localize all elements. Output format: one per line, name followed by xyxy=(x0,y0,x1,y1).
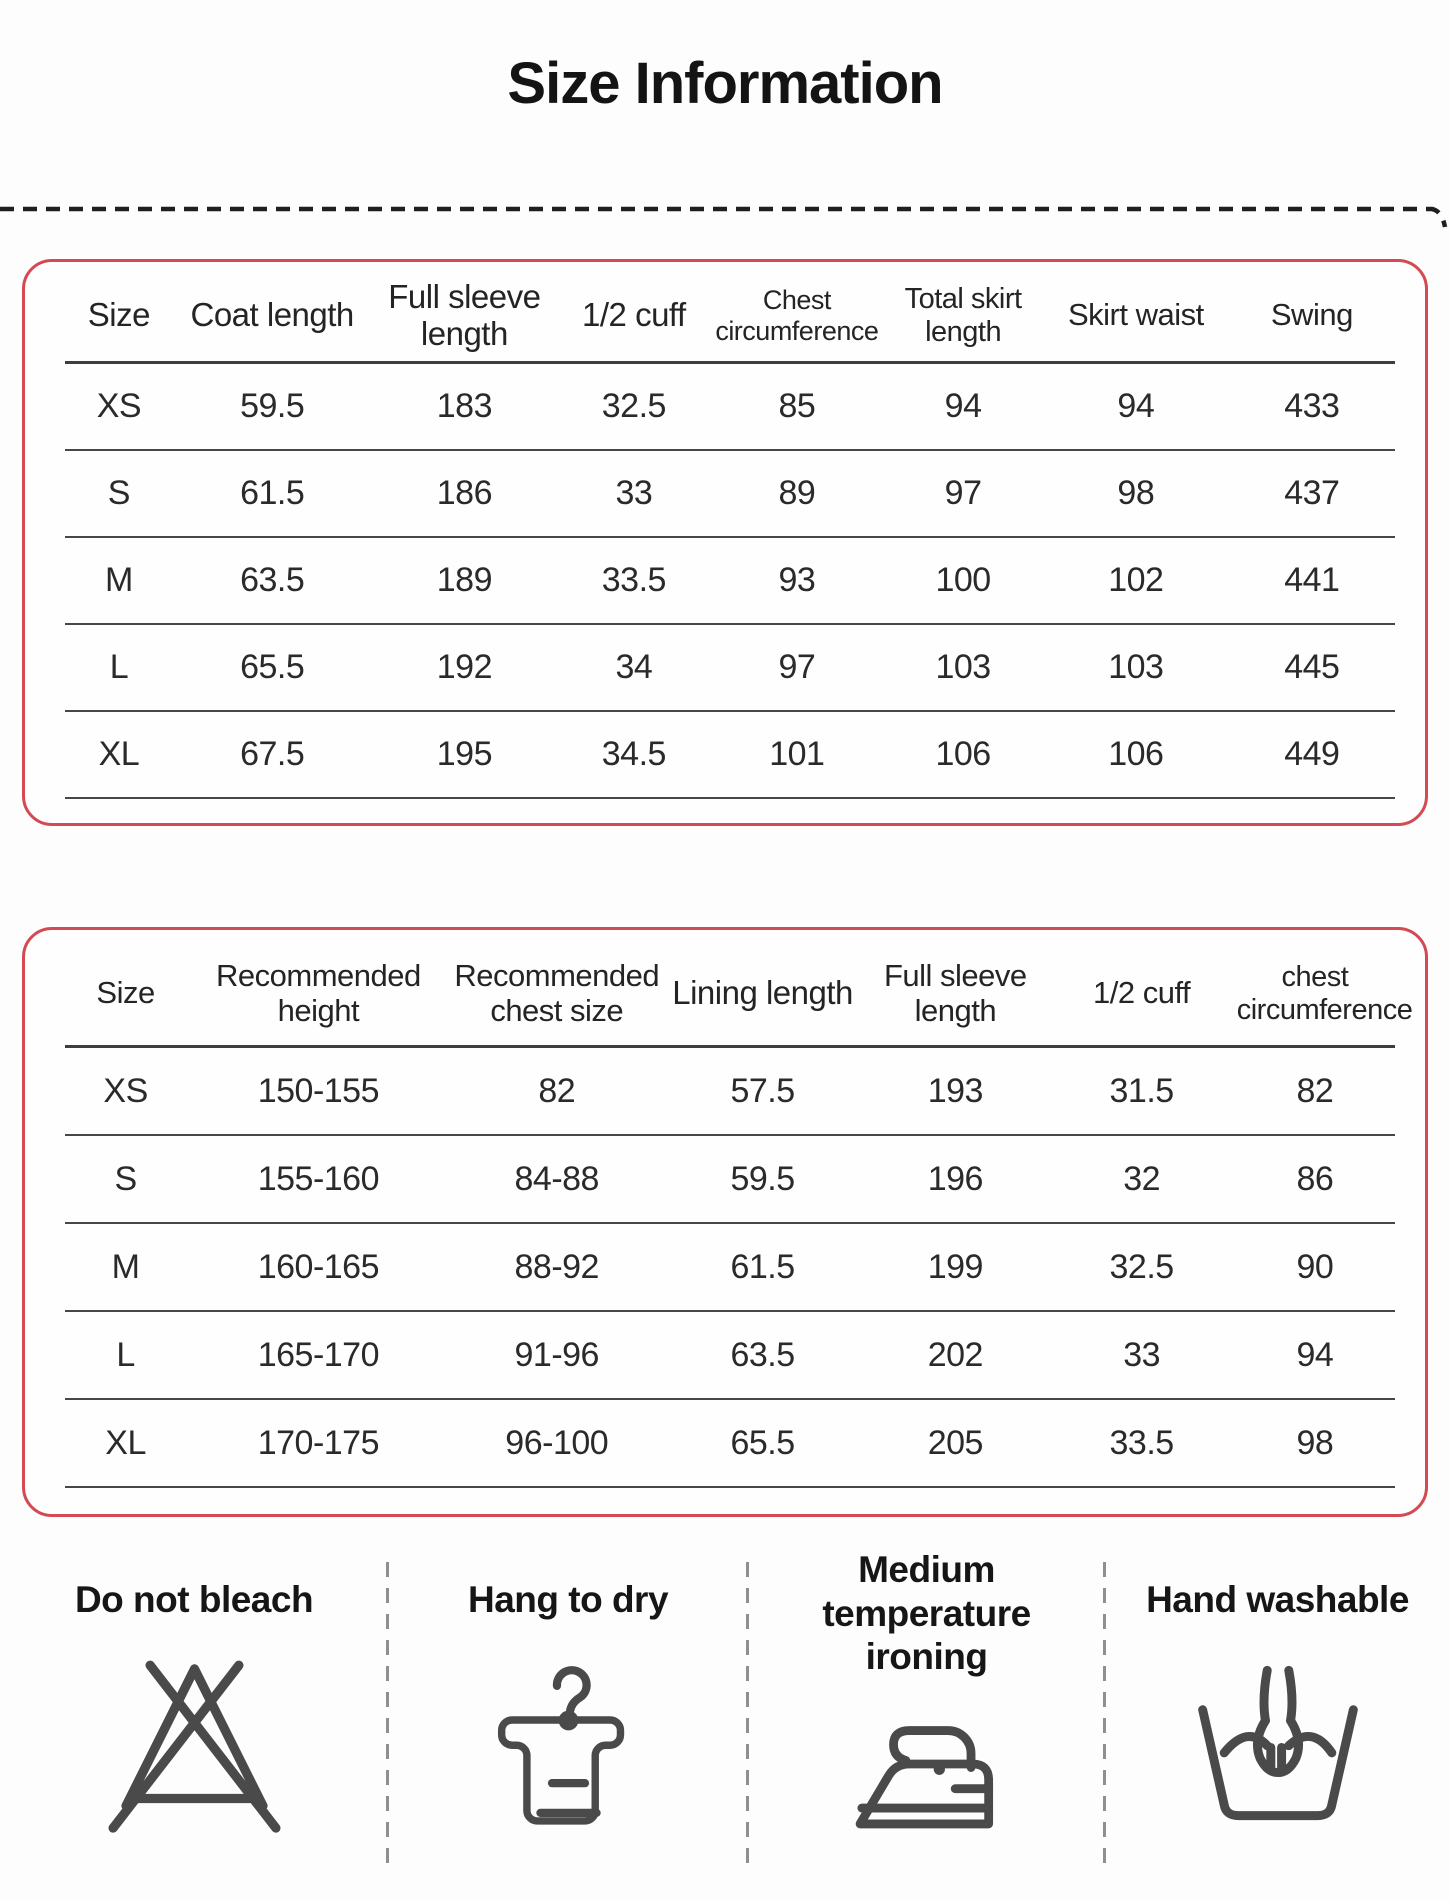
cell: 94 xyxy=(883,363,1043,451)
cell: S xyxy=(65,1135,186,1223)
cell: 98 xyxy=(1235,1399,1395,1487)
column-header: Chest circumference xyxy=(710,262,883,363)
cell: 199 xyxy=(862,1223,1048,1311)
column-header: 1/2 cuff xyxy=(1048,930,1234,1047)
cell: 98 xyxy=(1043,450,1229,537)
cell: 102 xyxy=(1043,537,1229,624)
cell: 103 xyxy=(1043,624,1229,711)
column-header: Lining length xyxy=(663,930,862,1047)
cell: 32 xyxy=(1048,1135,1234,1223)
table-row xyxy=(65,450,1395,537)
iron-icon xyxy=(748,1683,1105,1838)
header-row xyxy=(65,930,1395,1047)
header-row xyxy=(65,262,1395,363)
cell: M xyxy=(65,537,173,624)
column-header: Size xyxy=(65,262,173,363)
column-header: 1/2 cuff xyxy=(557,262,710,363)
dashed-separator xyxy=(0,0,1450,260)
cell: 445 xyxy=(1229,624,1395,711)
care-label: Hang to dry xyxy=(467,1579,669,1621)
cell: 88-92 xyxy=(451,1223,663,1311)
column-header: Full sleeve length xyxy=(372,262,558,363)
cell: 63.5 xyxy=(173,537,372,624)
cell: 82 xyxy=(1235,1047,1395,1136)
cell: 202 xyxy=(862,1311,1048,1399)
cell: 106 xyxy=(1043,711,1229,798)
care-item-hang-to-dry xyxy=(388,1548,748,1846)
care-instructions xyxy=(0,1548,1450,1893)
cell: 33 xyxy=(557,450,710,537)
table-row xyxy=(65,1047,1395,1136)
table-row xyxy=(65,1223,1395,1311)
cell: 61.5 xyxy=(663,1223,862,1311)
garment-size-table xyxy=(65,262,1395,799)
table-row xyxy=(65,624,1395,711)
cell: 205 xyxy=(862,1399,1048,1487)
cell: 89 xyxy=(710,450,883,537)
cell: 34.5 xyxy=(557,711,710,798)
cell: 170-175 xyxy=(186,1399,450,1487)
cell: 33.5 xyxy=(1048,1399,1234,1487)
cell: 192 xyxy=(372,624,558,711)
cell: 437 xyxy=(1229,450,1395,537)
cell: 441 xyxy=(1229,537,1395,624)
cell: 165-170 xyxy=(186,1311,450,1399)
cell: 32.5 xyxy=(557,363,710,451)
care-label: Hand washable xyxy=(1146,1579,1409,1621)
cell: XL xyxy=(65,711,173,798)
cell: 186 xyxy=(372,450,558,537)
page-title: Size Information xyxy=(507,51,943,116)
cell: 82 xyxy=(451,1047,663,1136)
size-table-card-fit xyxy=(22,927,1428,1517)
cell: S xyxy=(65,450,173,537)
table-row xyxy=(65,1135,1395,1223)
cell: M xyxy=(65,1223,186,1311)
cell: 183 xyxy=(372,363,558,451)
care-item-do-not-bleach xyxy=(0,1548,388,1841)
column-header: chest circumference xyxy=(1235,930,1395,1047)
table-row xyxy=(65,711,1395,798)
care-item-hand-wash xyxy=(1105,1548,1450,1821)
cell: 32.5 xyxy=(1048,1223,1234,1311)
column-header: Full sleeve length xyxy=(862,930,1048,1047)
table-row xyxy=(65,1311,1395,1399)
cell: XL xyxy=(65,1399,186,1487)
size-table-card-garment xyxy=(22,259,1428,826)
cell: 196 xyxy=(862,1135,1048,1223)
column-header: Size xyxy=(65,930,186,1047)
cell: 195 xyxy=(372,711,558,798)
cell: L xyxy=(65,1311,186,1399)
cell: 150-155 xyxy=(186,1047,450,1136)
cell: 63.5 xyxy=(663,1311,862,1399)
cell: XS xyxy=(65,1047,186,1136)
cell: 59.5 xyxy=(663,1135,862,1223)
table-row xyxy=(65,537,1395,624)
cell: 61.5 xyxy=(173,450,372,537)
care-label: Do not bleach xyxy=(74,1579,314,1621)
cell: 100 xyxy=(883,537,1043,624)
do-not-bleach-icon xyxy=(0,1656,388,1841)
cell: 193 xyxy=(862,1047,1048,1136)
cell: 65.5 xyxy=(663,1399,862,1487)
column-header: Skirt waist xyxy=(1043,262,1229,363)
cell: 59.5 xyxy=(173,363,372,451)
cell: 94 xyxy=(1235,1311,1395,1399)
care-item-medium-iron xyxy=(748,1548,1105,1838)
cell: 31.5 xyxy=(1048,1047,1234,1136)
cell: 155-160 xyxy=(186,1135,450,1223)
table-row xyxy=(65,1399,1395,1487)
cell: 86 xyxy=(1235,1135,1395,1223)
column-header: Total skirt length xyxy=(883,262,1043,363)
cell: 33.5 xyxy=(557,537,710,624)
cell: 93 xyxy=(710,537,883,624)
column-header: Recommended height xyxy=(186,930,450,1047)
cell: 34 xyxy=(557,624,710,711)
hang-to-dry-icon xyxy=(388,1656,748,1846)
cell: 96-100 xyxy=(451,1399,663,1487)
hand-wash-icon xyxy=(1105,1656,1450,1821)
cell: 90 xyxy=(1235,1223,1395,1311)
cell: 433 xyxy=(1229,363,1395,451)
column-header: Recommended chest size xyxy=(451,930,663,1047)
cell: 91-96 xyxy=(451,1311,663,1399)
cell: 106 xyxy=(883,711,1043,798)
cell: 33 xyxy=(1048,1311,1234,1399)
table-row xyxy=(65,363,1395,451)
cell: 160-165 xyxy=(186,1223,450,1311)
cell: 94 xyxy=(1043,363,1229,451)
cell: 57.5 xyxy=(663,1047,862,1136)
cell: 67.5 xyxy=(173,711,372,798)
cell: XS xyxy=(65,363,173,451)
cell: 97 xyxy=(883,450,1043,537)
cell: 65.5 xyxy=(173,624,372,711)
column-header: Swing xyxy=(1229,262,1395,363)
cell: 101 xyxy=(710,711,883,798)
cell: 85 xyxy=(710,363,883,451)
fit-size-table xyxy=(65,930,1413,1488)
cell: 84-88 xyxy=(451,1135,663,1223)
column-header: Coat length xyxy=(173,262,372,363)
cell: 97 xyxy=(710,624,883,711)
cell: 103 xyxy=(883,624,1043,711)
cell: 189 xyxy=(372,537,558,624)
cell: 449 xyxy=(1229,711,1395,798)
care-label: Medium temperature ironing xyxy=(822,1549,1031,1678)
cell: L xyxy=(65,624,173,711)
